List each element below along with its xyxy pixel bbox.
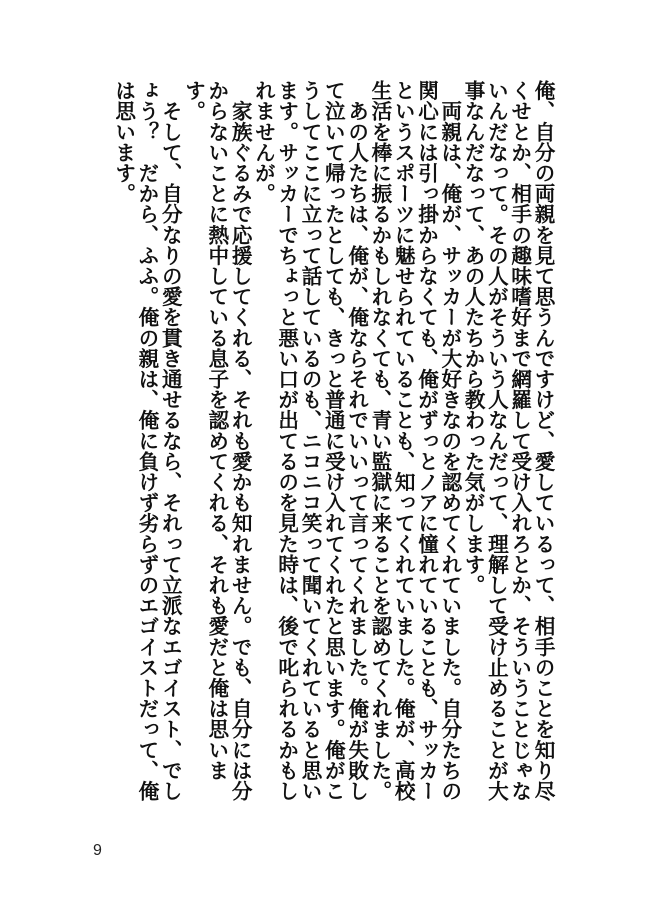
paragraph: 俺、自分の両親を見て思うんですけど、愛しているって、相手のことを知り尽くせとか、相手の趣味嗜好まで網羅して受け入れろとか、そういうことじゃないんだなって。その人がそういう人なんだって、理解して受け止めることが大事なんだなって、あの人たちから教わった気がします。 [461,80,555,801]
vertical-text-body [111,80,554,820]
paragraph: 家族ぐるみで応援してくれる、それも愛かも知れません。でも、自分には分からないことに熱中している息子を認めてくれる、それも愛だと俺は思います。 [181,80,253,801]
page-number: 9 [93,842,102,859]
paragraph: 両親は、俺が、サッカーが大好きなのを認めてくれていました。自分たちの関心には引っ掛からなくても、俺がずっとノアに憧れていることも、サッカーというスポーツに魅せられていることも、知ってくれていました。俺が、高校生活を棒に振るかもしれなくても、青い監獄に来ることを認めてくれました。 [367,80,462,801]
paragraph: あの人たちは、俺が、俺ならそれでいいって言ってくれました。俺が失敗して泣いて帰ったとしても、きっと普通に受け入れてくれたと思います。俺がこうしてここに立って話しているのも、ニコニコ笑って聞いてくれていると思います。サッカーでちょっと悪い口が出てるのを見た時は、後で叱られるかもしれませんが。 [251,80,369,801]
paragraph: そして、自分なりの愛を貫き通せるなら、それって立派なエゴイスト、でしょう？ だから、ふふ。俺の親は、俺に負けず劣らずのエゴイストだって、俺は思います。 [111,80,183,801]
